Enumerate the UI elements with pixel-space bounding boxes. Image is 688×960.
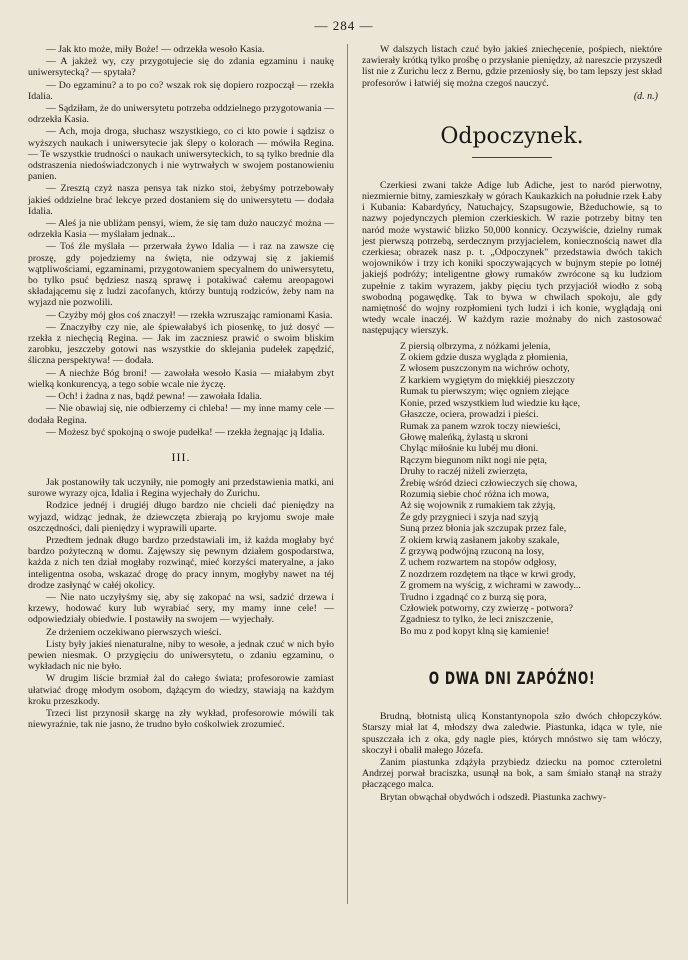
poem-line: Człowiek potworny, czy zwierzę - potwora? xyxy=(400,603,573,614)
poem-line: Z okiem krwią zasłanem jakoby szakale, xyxy=(400,534,560,546)
poem-line: Głaszcze, ociera, prowadzi i pieści. xyxy=(400,409,539,421)
poem xyxy=(400,341,662,638)
paragraph: Trzeci list przynosił skargę na zły wykład, profesorowie mówili tak niewyraźnie, tak nie jasno, że trudno było cośkolwiek zrozumieć. xyxy=(28,707,334,731)
column-divider xyxy=(347,44,348,904)
paragraph: Brudną, błotnistą ulicą Konstantynopola szło dwóch chłopczyków. Starszy miał lat 4, młodszy dwa zaledwie. Piastunka, idąca w tyle, nie spuszczała ich z oka, gdy nagle pies, których mnóstwo się tam włóczy, skoczył i obalił małego Józefa. xyxy=(362,711,662,756)
paragraph: — Jak kto może, miły Boże! — odrzekła wesoło Kasia. xyxy=(46,44,265,55)
paragraph: — Znaczyłby czy nie, ale śpiewałabyś ich piosenkę, to już dosyć — rzekła z niechęcią Regina. — Jak im zaczniesz prawić o swoim bliskim zarobku, jeszczeby gotowi nas wszystkie do sklejania pudełek zapędzić, śliczna perspektywa! — dodała. xyxy=(28,321,334,367)
title-rule xyxy=(472,157,552,158)
poem-line: Zgadniesz to tylko, że leci zniszczenie, xyxy=(400,614,554,626)
poem-line: Głowę maleńką, żylastą u skroni xyxy=(400,431,529,443)
paragraph: — A jakżeż wy, czy przygotujecie się do zdania egzaminu i naukę uniwersytecką? — spytała? xyxy=(28,56,334,79)
paragraph: — Ach, moja droga, słuchasz wszystkiego, co ci kto powie i sądzisz o wyższych naukach i uniwersytecie jak ślepy o kolorach — mówiła Regina. — Te wszystkie trudności o naukach uniwersyteckich, to są tylko brednie dla odstraszenia niedoświadczonych i nie wytrwałych w swojem postanowieniu panien. xyxy=(28,126,334,183)
poem-line: Z grzywą podwójną rzuconą na losy, xyxy=(400,545,545,557)
paragraph: — Czyżby mój głos coś znaczył! — rzekła wzruszając ramionami Kasia. xyxy=(46,309,333,321)
poem-line: Z nozdrzem rozdętem na tłące w krwi grody, xyxy=(400,568,576,580)
paragraph: — Och! i żadna z nas, bądź pewna! — zawołała Idalia. xyxy=(46,391,262,403)
poem-line: Chyląc miłośnie ku lubéj mu dłoni. xyxy=(400,443,539,455)
poem-line: Rumak tu pierwszym; więc ogniem ziejące xyxy=(400,386,569,398)
poem-line: Aż się wojownik z rumakiem tak zżyją, xyxy=(400,500,556,512)
paragraph: — Nie nato uczyłyśmy się, aby się zakopać na wsi, sadzić drzewa i krzewy, hodować kury lub wyrabiać sery, my mamy inne cele! — odpowiedziały obiedwie. I postawiły na swojem — wyjechały. xyxy=(28,591,334,626)
paragraph: Listy były jakieś nienaturalne, niby to wesołe, a jednak czuć w nich było pewien niesmak. O przygięciu do uniwersytetu, o zdaniu egzaminu, o wykładach nic nie było. xyxy=(28,638,334,673)
poem-line: Z piersią olbrzyma, z nóżkami jelenia, xyxy=(400,340,551,352)
paragraph: — A niechże Bóg broni! — zawołała wesoło Kasia — miałabym zbyt wielką konkurencyą, a tego sobie wcale nie życzę. xyxy=(28,367,334,390)
poem-line: Bo mu z pod kopyt klną się kamienie! xyxy=(400,625,550,637)
poem-line: Że gdy przygnieci i szyja nad szyją xyxy=(400,511,539,523)
section-body xyxy=(28,477,334,730)
signature: (d. n.) xyxy=(633,90,658,102)
poem-line: Suną przez błonia jak szczupak przez fale, xyxy=(400,523,567,535)
poem-line: Z karkiem wygiętym do miękkiéj pieszczoty xyxy=(400,374,575,386)
poem-line: Z gromem na wyścig, z wichrami w zawody... xyxy=(400,580,581,592)
poem-line: Rączym biegunom nikt nogi nie pęta, xyxy=(400,454,547,466)
poem-line: Trudno i zgadnąć co z burzą się pora, xyxy=(400,591,547,603)
poem-line: Źrebię wśród dzieci człowieczych się chowa, xyxy=(400,477,578,489)
paragraph: — Możesz być spokojną o swoje pudełka! — rzekła żegnając ją Idalia. xyxy=(46,426,325,438)
poem-line: Z uchem rozwartem na stopów odgłosy, xyxy=(400,557,557,569)
paragraph: Czerkiesi zwani także Adige lub Adiche, jest to naród pierwotny, niezmiernie bitny, zamieszkały w górach Kaukazkich na południe rzek Łaby i Kubania: Kabardyńcy, Natuchajcy, Szapsugowie, Bżeduchowie, są to nazwy pojedynczych plemion czerkieskich. W razie potrzeby bitny ten naród może wystawić blizko 50,000 konnicy. Oczywiście, dzielny rumak jest pierwszą potrzebą, serdecznym przyjacielem, koniecznością nawet dla czerkiesa; obrazek nasz p. t. „Odpoczynek" przedstawia dwóch takich wojowników i trzy ich koniki spoczywających w bujnym stepie po lotnéj jakiejś podróży; inteligentne głowy rumaków zwrócone są ku ludziom zupełnie z takim wyrazem, jakby pięciu tych przyjaciół wiodło z sobą swobodną pogawędkę. Tak to bywa w chwilach spokoju, ale gdy namiętność do wojny rozpłomieni tych ludzi i ich konie, wyglądają oni wtedy wcale inaczéj. W każdym razie możnaby do nich zastosować następujący wierszyk. xyxy=(362,179,662,337)
poem-line: Rumak za panem wzrok toczy niewieści, xyxy=(400,420,561,432)
paragraph: Jak postanowiły tak uczyniły, nie pomogły ani przedstawienia matki, ani surowe wyrazy ojca, Idalia i Regina wyjechały do Zurichu. xyxy=(28,476,334,500)
paragraph: Zanim piastunka zdążyła przybiedz dziecku na pomoc czteroletni Andrzej porwał braciszka, usunął na bok, a sam śmiało stanął na straży płaczącego malca. xyxy=(362,757,662,791)
paragraph: — Nie obawiaj się, nie odbierzemy ci chleba! — my inne mamy cele — dodała Regina. xyxy=(28,403,334,426)
poem-line: Konie, przed wszystkiem lud wiedzie ku łące, xyxy=(400,397,581,409)
paragraph: — Toś źle myślała — przerwała żywo Idalia — i raz na zawsze cię proszę, gdy pojedziemy na święta, nie odzywaj się z jakiemiś wątpliwościami, egzaminami, przygotowaniem specyalnem do uniwersytetu, bo tylko psuć będziesz naszą sprawę i potakiwać całemu areopagowi składającemu się z ludzi zacofanych, którzy buntują rodziców, żeby nam na wyjazd nie pozwolili. xyxy=(28,241,334,309)
paragraph: Ze drżeniem oczekiwano pierwszych wieści. xyxy=(46,626,222,638)
section-heading: III. xyxy=(171,449,191,464)
left-column xyxy=(28,44,334,731)
paragraph: Rodzice jednéj i drugiéj długo bardzo nie chcieli dać pieniędzy na wyjazd, widząc jednak, że dziewczęta zbierają po kryjomu swoje małe oszczędności, dali pieniędzy i wyprawili uparte. xyxy=(28,500,334,534)
page-number: — 284 — xyxy=(314,18,374,33)
poem-line: Druhy to raczéj niżeli zwierzęta, xyxy=(400,466,528,478)
paragraph: W dalszych listach czuć było jakieś zniechęcenie, pośpiech, niektóre zawierały krótką tylko prośbę o przysłanie pieniędzy, aż nareszcie przyszedł list nie z Zurichu lecz z Bernu, gdzie przeniosły się, bo tam lepszy jest skład profesorów i łatwiéj się można czegoś nauczyć. xyxy=(362,44,662,89)
article-title: Odpoczynek. xyxy=(440,123,584,149)
poem-line: Z włosem puszczonym na wichrów ochoty, xyxy=(400,363,570,375)
paragraph: W drugim liście brzmiał żal do całego świata; profesorowie zamiast ułatwiać drogę młodym osobom, dążącym do wiedzy, stawiają na każdym kroku przeszkody. xyxy=(28,673,334,707)
paragraph: — Do egzaminu? a to po co? wszak rok się dopiero rozpoczął — rzekła Idalia. xyxy=(28,79,334,102)
paragraph: — Aleś ja nie ubliżam pensyi, wiem, że się tam dużo nauczyć można — odrzekła Kasia — myślałam jednak... xyxy=(28,218,334,241)
poem-line: Rozumią siebie choć różna ich mowa, xyxy=(400,488,550,500)
dialogue-block xyxy=(28,44,334,438)
paragraph: Brytan obwąchał obydwóch i odszedł. Piastunka zachwy- xyxy=(380,791,607,803)
paragraph: — Zresztą czyż nasza pensya tak nizko stoi, żebyśmy potrzebowały jakieś oddzielne brać lekcye przed dostaniem się do uniwersytetu — dodała Idalia. xyxy=(28,183,334,217)
paragraph: Przedtem jednak długo bardzo przedstawiali im, iż każda mogłaby być bardzo pożyteczną w domu. Zajęwszy się pewnym działem gospodarstwa, każda z nich ten dział mogłaby rozwinąć, mieć korzyści materyalne, a jako inteligentna osoba, wskazać drogę do pracy innym, mogłyby nawet na téj drodze zasłynąć w całéj okolicy. xyxy=(28,534,334,591)
right-column xyxy=(362,44,662,804)
paragraph: — Sądziłam, że do uniwersytetu potrzeba oddzielnego przygotowania — odrzekła Kasia. xyxy=(28,103,334,126)
poem-line: Z okiem gdzie dusza wygląda z płomienia, xyxy=(400,352,568,364)
article-title: O DWA DNI ZAPÓŹNO! xyxy=(428,669,596,690)
